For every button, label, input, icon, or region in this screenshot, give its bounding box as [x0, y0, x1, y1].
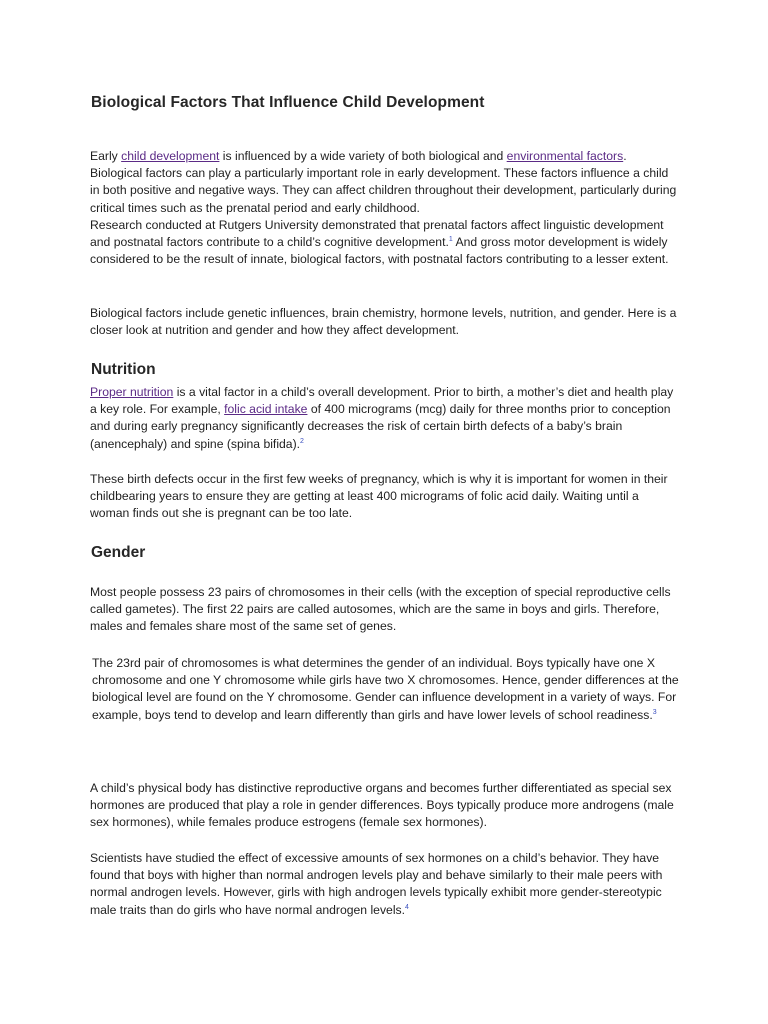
gender-paragraph-3: A child’s physical body has distinctive reproductive organs and becomes further differentiated as special sex hormones are produced that play a role in gender differences. Boys typically produce more androgens (male sex hormones), while females produce estrogens (female sex hormones). [90, 781, 674, 830]
gender-heading: Gender [91, 544, 146, 561]
intro-text-mid: is influenced by a wide variety of both biological and [219, 149, 507, 163]
footnote-ref-3[interactable]: 3 [652, 708, 657, 716]
intro-paragraph-2: Biological factors include genetic influences, brain chemistry, hormone levels, nutrition, and gender. Here is a closer look at nutrition and gender and how they affect development. [90, 306, 677, 338]
child-development-link[interactable]: child development [121, 149, 220, 163]
footnote-ref-4[interactable]: 4 [405, 903, 409, 911]
nutrition-paragraph-1 [90, 384, 680, 453]
page-title: Biological Factors That Influence Child Development [91, 94, 485, 111]
intro-research-text: Research conducted at Rutgers University demonstrated that prenatal factors affect linguistic development and postnatal factors contribute to a child’s cognitive development. [90, 217, 664, 250]
gender-paragraph-2 [92, 655, 682, 724]
nutrition-heading: Nutrition [91, 361, 156, 378]
nutrition-text-b: of 400 micrograms (mcg) daily for three months prior to conception and during early pregnancy significantly decreases the risk of certain birth defects of a baby’s brain (anencephaly) and spine (spina bifida). [90, 402, 671, 451]
intro-text-before: Early [90, 149, 122, 163]
gender-paragraph-1: Most people possess 23 pairs of chromosomes in their cells (with the exception of special reproductive cells called gametes). The first 22 pairs are called autosomes, which are the same in boys and girls. Therefore, males and females share most of the same set of genes. [90, 585, 671, 634]
footnote-ref-1[interactable]: 1 [448, 235, 453, 243]
environmental-factors-link[interactable]: environmental factors [506, 149, 624, 163]
gender-paragraph-4 [90, 850, 680, 919]
folic-acid-intake-link[interactable]: folic acid intake [224, 402, 308, 417]
proper-nutrition-link[interactable]: Proper nutrition [90, 385, 174, 399]
intro-paragraph [90, 148, 680, 268]
footnote-ref-2[interactable]: 2 [300, 437, 304, 445]
intro-research-after: And gross motor development is widely considered to be the result of innate, biological factors, with postnatal factors contributing to a lesser extent. [90, 235, 669, 267]
intro-text-after: . Biological factors can play a particularly important role in early development. These factors influence a child in both positive and negative ways. They can affect children throughout their development, particularly during critical times such as the prenatal period and early childhood. [90, 149, 677, 215]
nutrition-text-a: is a vital factor in a child’s overall development. Prior to birth, a mother’s diet and health play a key role. For example, [90, 385, 674, 417]
nutrition-paragraph-2: These birth defects occur in the first few weeks of pregnancy, which is why it is important for women in their childbearing years to ensure they are getting at least 400 micrograms of folic acid daily. Waiting until a woman finds out she is pregnant can be too late. [90, 472, 668, 521]
gender-p4-text: Scientists have studied the effect of excessive amounts of sex hormones on a child’s behavior. They have found that boys with higher than normal androgen levels play and behave similarly to their male peers with normal androgen levels. However, girls with high androgen levels typically exhibit more gender-stereotypic male traits than do girls who have normal androgen levels. [90, 851, 663, 917]
gender-p2-text: The 23rd pair of chromosomes is what determines the gender of an individual. Boys typically have one X chromosome and one Y chromosome while girls have two X chromosomes. Hence, gender differences at the biological level are found on the Y chromosome. Gender can influence development in a variety of ways. For example, boys tend to develop and learn differently than girls and have lower levels of school readiness. [92, 656, 679, 722]
